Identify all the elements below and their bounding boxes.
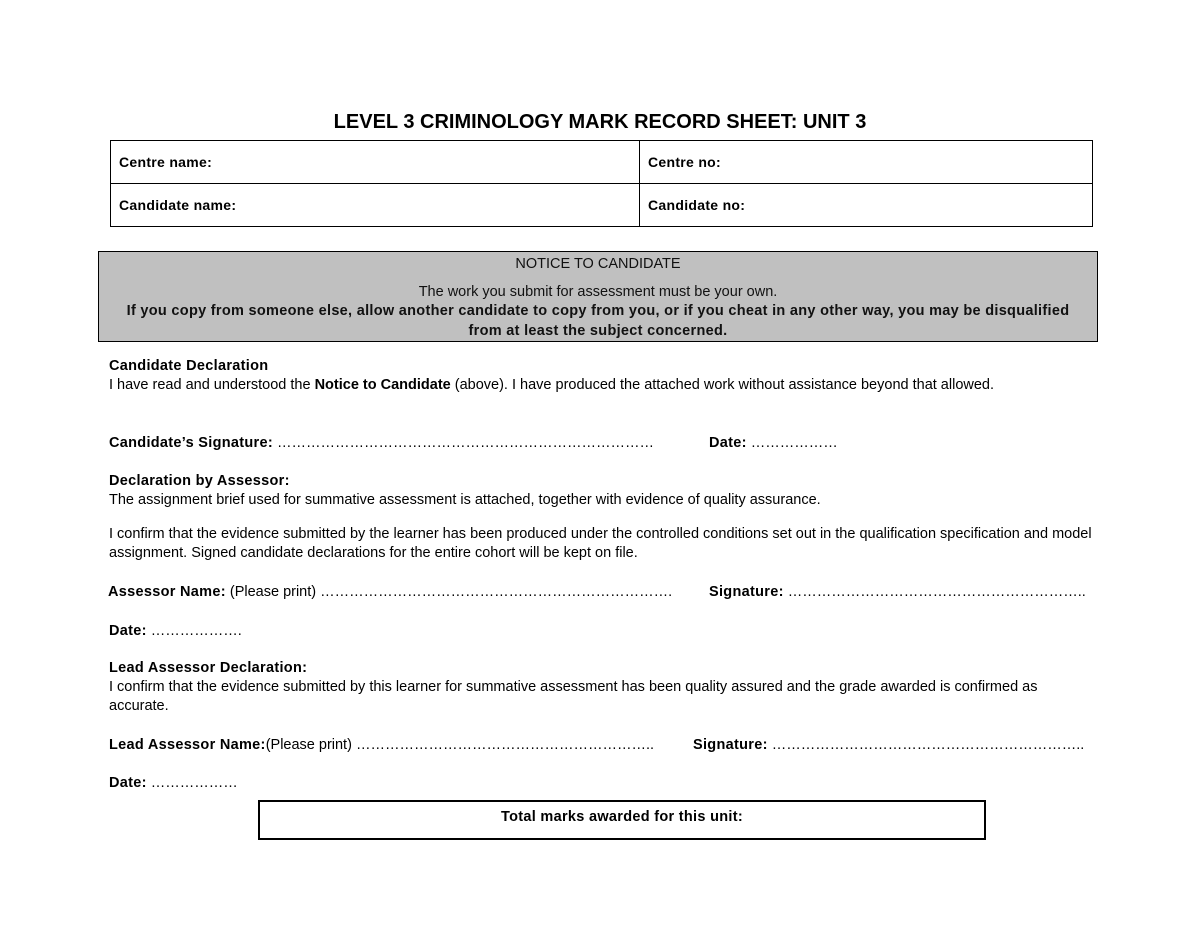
assessor-signature-label: Signature: [709, 584, 784, 600]
lead-assessor-name-line[interactable] [109, 736, 689, 755]
assessor-declaration-para-2: I confirm that the evidence submitted by the learner has been produced under the controlled conditions set out in the qualification specification and model assignment. Signed candidate declarations for the entire cohort will be kept on file. [109, 526, 1092, 561]
candidate-declaration-text [109, 376, 1094, 395]
assessor-signature-dots: …………………………………………………….. [783, 584, 1086, 600]
declaration-text-bold: Notice to Candidate [314, 377, 451, 393]
assessor-signature-line[interactable] [709, 583, 1094, 602]
lead-assessor-name-label: Lead Assessor Name: [109, 737, 266, 753]
table-row [111, 141, 1093, 184]
lead-assessor-name-hint: (Please print) [265, 737, 352, 753]
assessor-date-label: Date: [109, 623, 147, 639]
candidate-signature-line[interactable] [109, 434, 669, 453]
lead-assessor-signature-line[interactable] [693, 736, 1093, 755]
centre-no-field[interactable]: Centre no: [640, 141, 1093, 184]
lead-assessor-heading: Lead Assessor Declaration: [109, 660, 308, 676]
candidate-date-dots: ……………… [746, 435, 838, 451]
notice-line-1: The work you submit for assessment must be your own. [418, 284, 778, 300]
lead-assessor-date-dots: ……………… [146, 775, 238, 791]
lead-assessor-signature-dots: ……………………………………………………….. [767, 737, 1085, 753]
assessor-declaration-para-1: The assignment brief used for summative assessment is attached, together with evidence of quality assurance. [109, 492, 821, 508]
notice-box [98, 251, 1098, 342]
candidate-declaration-heading: Candidate Declaration [109, 358, 269, 374]
table-row [111, 184, 1093, 227]
candidate-date-label: Date: [709, 435, 747, 451]
assessor-name-line[interactable] [108, 583, 688, 602]
notice-heading: NOTICE TO CANDIDATE [515, 256, 681, 272]
total-marks-box[interactable]: Total marks awarded for this unit: [258, 800, 986, 840]
declaration-text-start: I have read and understood the [109, 377, 315, 393]
candidate-info-table [110, 140, 1093, 227]
assessor-name-hint: (Please print) [225, 584, 317, 600]
lead-assessor-signature-label: Signature: [693, 737, 768, 753]
lead-assessor-date-label: Date: [109, 775, 147, 791]
assessor-name-label: Assessor Name: [108, 584, 226, 600]
declaration-text-end: (above). I have produced the attached work without assistance beyond that allowed. [450, 377, 995, 393]
assessor-date-line[interactable] [109, 622, 242, 641]
assessor-declaration-heading: Declaration by Assessor: [109, 473, 290, 489]
centre-name-field[interactable]: Centre name: [111, 141, 640, 184]
assessor-date-dots: ………………. [146, 623, 242, 639]
assessor-name-dots: ………………………………………………………………. [316, 584, 673, 600]
candidate-signature-dots: …………………………………………………………………… [272, 435, 655, 451]
candidate-signature-label: Candidate’s Signature: [109, 435, 273, 451]
candidate-date-line[interactable] [709, 434, 838, 453]
candidate-name-field[interactable]: Candidate name: [111, 184, 640, 227]
lead-assessor-name-dots: …………………………………………………….. [351, 737, 655, 753]
candidate-no-field[interactable]: Candidate no: [640, 184, 1093, 227]
lead-assessor-text: I confirm that the evidence submitted by this learner for summative assessment has been quality assured and the grade awarded is confirmed as accurate. [109, 679, 1038, 714]
lead-assessor-date-line[interactable] [109, 774, 238, 793]
notice-warning: If you copy from someone else, allow another candidate to copy from you, or if you cheat in any other way, you may be disqualified from at least the subject concerned. [126, 303, 1070, 339]
page-title: LEVEL 3 CRIMINOLOGY MARK RECORD SHEET: UNIT 3 [333, 111, 867, 133]
